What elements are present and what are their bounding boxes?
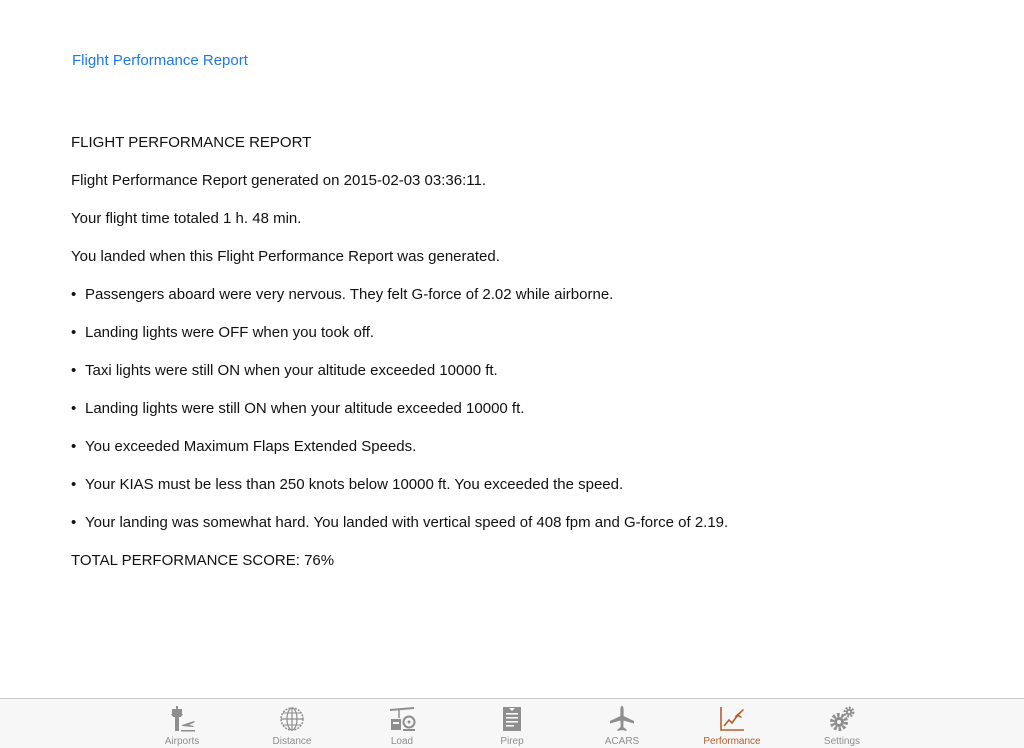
report-flight-time-line: Your flight time totaled 1 h. 48 min. [71, 210, 302, 227]
tab-bar [0, 698, 1024, 748]
tab-pirep[interactable] [467, 699, 557, 748]
bullet-glyph: • [71, 400, 77, 417]
report-landed-line: You landed when this Flight Performance Report was generated. [71, 248, 500, 265]
list-item [71, 399, 971, 437]
airplane-icon [607, 704, 637, 734]
list-item-text: You exceeded Maximum Flaps Extended Speeds. [85, 438, 417, 455]
list-item-text: Your KIAS must be less than 250 knots below 10000 ft. You exceeded the speed. [85, 476, 624, 493]
tab-settings[interactable] [797, 699, 887, 748]
tab-acars[interactable] [577, 699, 667, 748]
document-icon [497, 704, 527, 734]
bullet-glyph: • [71, 438, 77, 455]
list-item-text: Landing lights were OFF when you took off. [85, 324, 375, 341]
performance-chart-icon [717, 704, 747, 734]
tab-distance[interactable] [247, 699, 337, 748]
list-item-text: Passengers aboard were very nervous. They felt G-force of 2.02 while airborne. [85, 286, 614, 303]
list-item-text: Landing lights were still ON when your altitude exceeded 10000 ft. [85, 400, 525, 417]
list-item [71, 475, 971, 513]
globe-icon [277, 704, 307, 734]
list-item [71, 323, 971, 361]
bullet-glyph: • [71, 362, 77, 379]
list-item [71, 285, 971, 323]
tab-label: Settings [823, 736, 861, 747]
report-body [71, 133, 971, 589]
flight-performance-report-link[interactable]: Flight Performance Report [72, 52, 248, 69]
report-generated-line: Flight Performance Report generated on 2015-02-03 03:36:11. [71, 172, 486, 189]
list-item [71, 361, 971, 399]
gears-icon [827, 704, 857, 734]
tab-label: ACARS [604, 736, 640, 747]
report-title: FLIGHT PERFORMANCE REPORT [71, 134, 312, 151]
tab-label: Airports [164, 736, 200, 747]
bullet-glyph: • [71, 514, 77, 531]
list-item-text: Taxi lights were still ON when your altitude exceeded 10000 ft. [85, 362, 498, 379]
list-item [71, 513, 971, 551]
total-performance-score: TOTAL PERFORMANCE SCORE: 76% [71, 552, 335, 569]
tab-airports[interactable] [137, 699, 227, 748]
bullet-glyph: • [71, 324, 77, 341]
tab-load[interactable] [357, 699, 447, 748]
list-item-text: Your landing was somewhat hard. You landed with vertical speed of 408 fpm and G-force of 2.19. [85, 514, 729, 531]
cargo-load-icon [387, 704, 417, 734]
control-tower-icon [167, 704, 197, 734]
bullet-glyph: • [71, 286, 77, 303]
tab-label: Load [390, 736, 414, 747]
tab-label: Pirep [500, 736, 524, 747]
list-item [71, 437, 971, 475]
tab-performance[interactable] [687, 699, 777, 748]
tab-label: Distance [272, 736, 312, 747]
tab-label: Performance [703, 736, 761, 747]
bullet-glyph: • [71, 476, 77, 493]
